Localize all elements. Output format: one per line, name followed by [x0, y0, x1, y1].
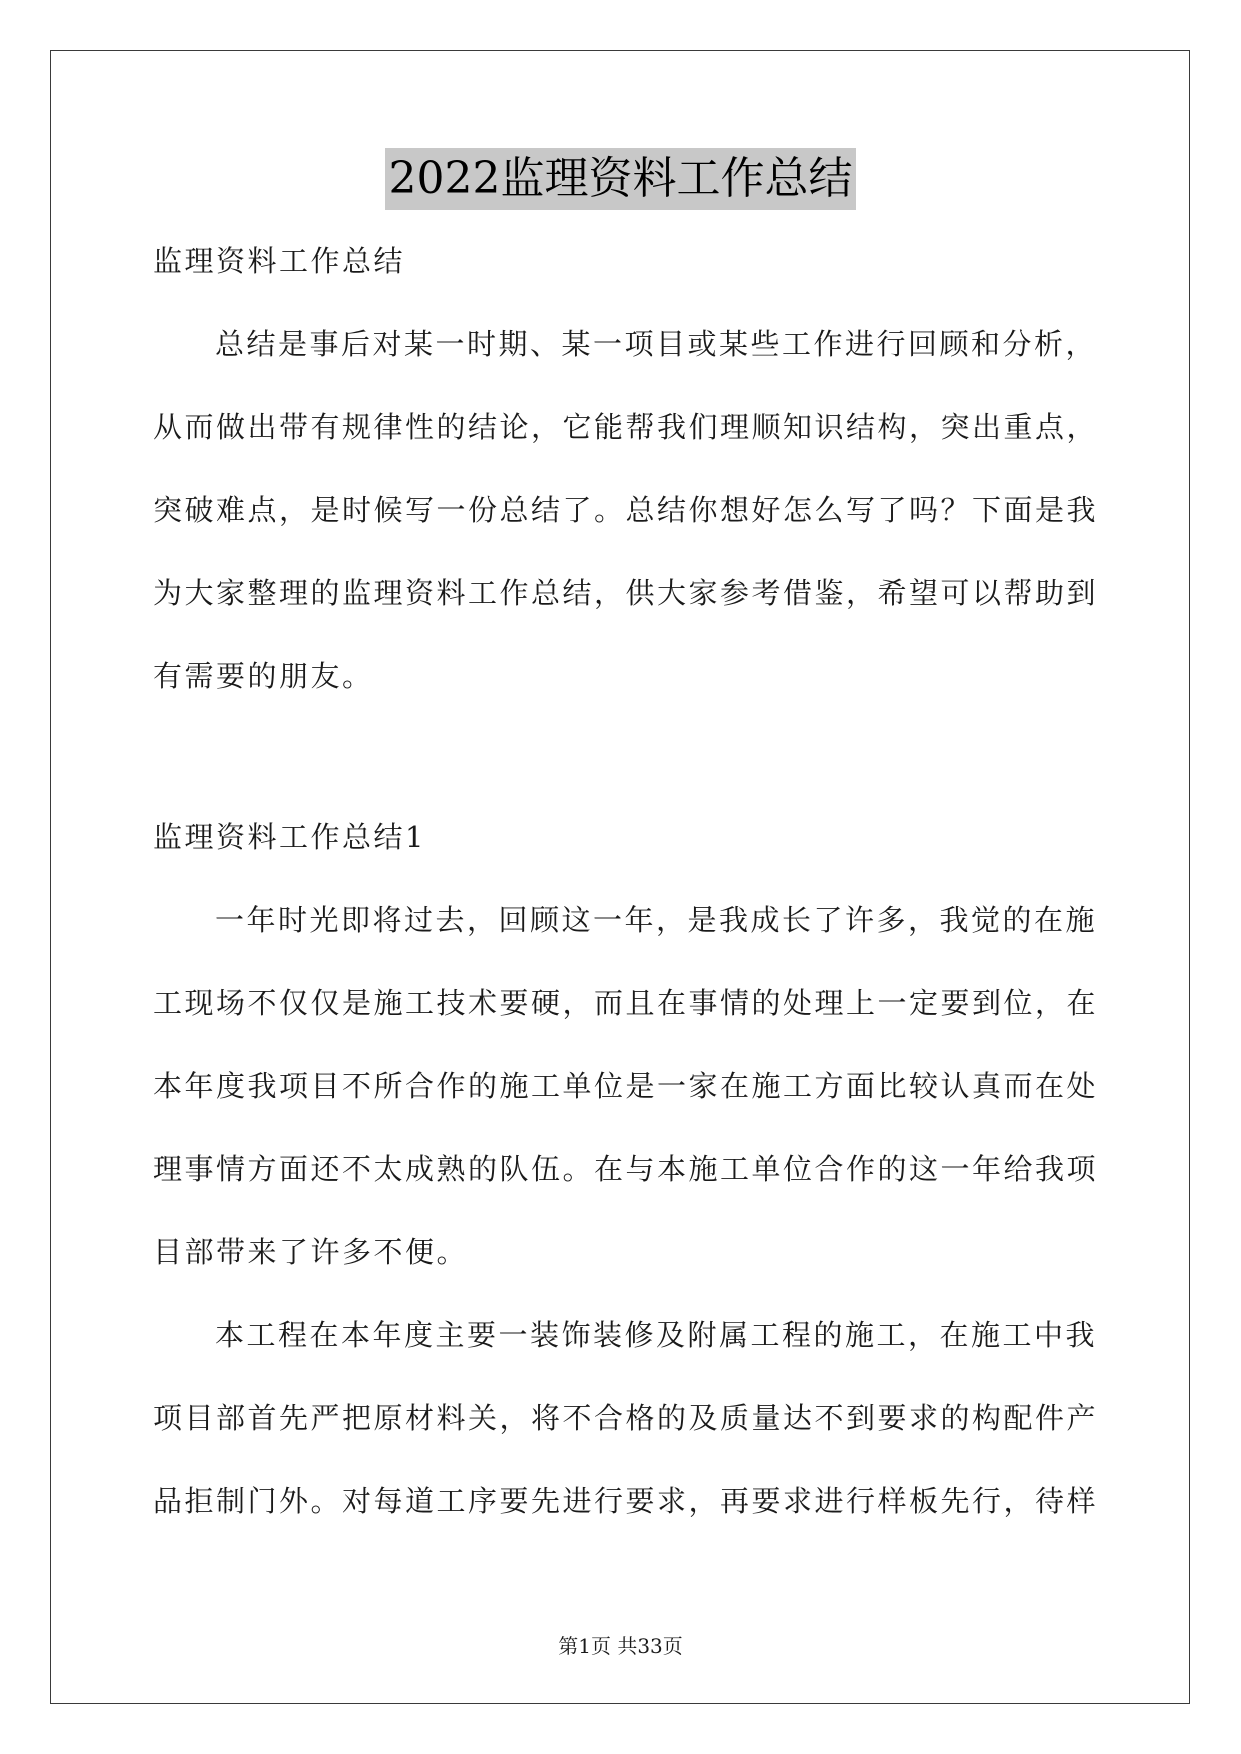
document-title: 2022监理资料工作总结: [385, 148, 857, 210]
paragraph-line: 为大家整理的监理资料工作总结，供大家参考借鉴，希望可以帮助到: [153, 576, 1099, 610]
paragraph-line: 理事情方面还不太成熟的队伍。在与本施工单位合作的这一年给我项: [153, 1152, 1099, 1186]
page-footer: 第1页 共33页: [558, 1634, 683, 1658]
paragraph-line: 项目部首先严把原材料关，将不合格的及质量达不到要求的构配件产: [153, 1401, 1099, 1435]
paragraph-line: 一年时光即将过去，回顾这一年，是我成长了许多，我觉的在施: [215, 903, 1098, 937]
paragraph-line: 工现场不仅仅是施工技术要硬，而且在事情的处理上一定要到位，在: [153, 986, 1099, 1020]
paragraph-line: 目部带来了许多不便。: [153, 1235, 469, 1269]
paragraph-line: 突破难点，是时候写一份总结了。总结你想好怎么写了吗？下面是我: [153, 493, 1099, 527]
title-container: [0, 148, 1241, 210]
blank-line: [153, 724, 1093, 802]
paragraph-line: 品拒制门外。对每道工序要先进行要求，再要求进行样板先行，待样: [153, 1484, 1099, 1518]
document-body: [153, 226, 1099, 1549]
paragraph-line: 本年度我项目不所合作的施工单位是一家在施工方面比较认真而在处: [153, 1069, 1099, 1103]
paragraph-line: 本工程在本年度主要一装饰装修及附属工程的施工，在施工中我: [215, 1318, 1098, 1352]
paragraph-line: 从而做出带有规律性的结论，它能帮我们理顺知识结构，突出重点，: [153, 410, 1099, 444]
section-heading: 监理资料工作总结1: [153, 820, 426, 854]
paragraph-line: 总结是事后对某一时期、某一项目或某些工作进行回顾和分析，: [215, 327, 1098, 361]
paragraph-line: 有需要的朋友。: [153, 659, 374, 693]
subheading: 监理资料工作总结: [153, 244, 406, 278]
